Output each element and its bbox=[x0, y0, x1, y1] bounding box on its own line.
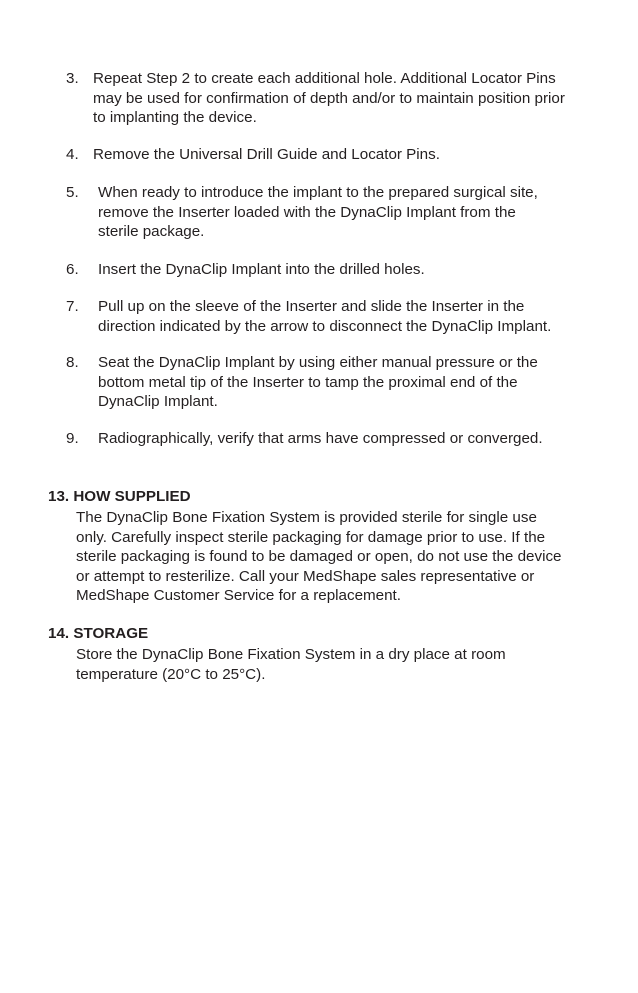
step-number: 4. bbox=[66, 146, 79, 163]
body-line: The DynaClip Bone Fixation System is provided sterile for single use bbox=[76, 509, 537, 526]
step-line: may be used for confirmation of depth and/or to maintain position prior bbox=[93, 89, 565, 107]
step-5 bbox=[66, 183, 606, 243]
step-6 bbox=[66, 260, 606, 280]
step-line: When ready to introduce the implant to the prepared surgical site, bbox=[98, 184, 538, 201]
step-line: remove the Inserter loaded with the DynaClip Implant from the bbox=[98, 203, 516, 221]
step-number: 9. bbox=[66, 430, 79, 447]
step-text bbox=[93, 145, 440, 165]
step-text bbox=[98, 183, 538, 242]
step-text bbox=[98, 297, 551, 336]
step-line: sterile package. bbox=[98, 223, 205, 240]
step-line: Insert the DynaClip Implant into the drilled holes. bbox=[98, 261, 425, 278]
step-number: 5. bbox=[66, 184, 79, 201]
step-line: Pull up on the sleeve of the Inserter and slide the Inserter in the bbox=[98, 298, 525, 315]
section-heading-how-supplied: 13. HOW SUPPLIED bbox=[48, 488, 191, 505]
step-number: 8. bbox=[66, 354, 79, 371]
body-line: sterile packaging is found to be damaged or open, do not use the device bbox=[76, 548, 562, 565]
step-line: bottom metal tip of the Inserter to tamp the proximal end of the bbox=[98, 373, 518, 391]
body-line: or attempt to resterilize. Call your MedShape sales representative or bbox=[76, 567, 535, 585]
step-line: Radiographically, verify that arms have compressed or converged. bbox=[98, 430, 543, 447]
step-4 bbox=[66, 145, 606, 165]
step-text bbox=[93, 69, 565, 128]
step-line: Seat the DynaClip Implant by using either manual pressure or the bbox=[98, 354, 538, 371]
section-body-how-supplied bbox=[76, 508, 562, 606]
body-line: Store the DynaClip Bone Fixation System in a dry place at room bbox=[76, 646, 506, 663]
step-line: Repeat Step 2 to create each additional hole. Additional Locator Pins bbox=[93, 70, 556, 87]
step-line: to implanting the device. bbox=[93, 109, 257, 126]
step-7 bbox=[66, 297, 606, 337]
step-line: direction indicated by the arrow to disconnect the DynaClip Implant. bbox=[98, 317, 552, 335]
step-line: Remove the Universal Drill Guide and Locator Pins. bbox=[93, 146, 440, 163]
step-text bbox=[98, 353, 538, 412]
step-text bbox=[98, 260, 425, 280]
step-3 bbox=[66, 69, 606, 129]
step-9 bbox=[66, 429, 606, 449]
step-text bbox=[98, 429, 543, 449]
step-8 bbox=[66, 353, 606, 413]
body-line: MedShape Customer Service for a replacement. bbox=[76, 587, 401, 604]
step-line: DynaClip Implant. bbox=[98, 393, 218, 410]
section-body-storage bbox=[76, 645, 506, 684]
body-line: only. Carefully inspect sterile packaging for damage prior to use. If the bbox=[76, 528, 546, 546]
body-line: temperature (20°C to 25°C). bbox=[76, 665, 266, 683]
section-heading-storage: 14. STORAGE bbox=[48, 625, 149, 642]
step-number: 3. bbox=[66, 70, 79, 87]
step-number: 7. bbox=[66, 298, 79, 315]
step-number: 6. bbox=[66, 261, 79, 278]
